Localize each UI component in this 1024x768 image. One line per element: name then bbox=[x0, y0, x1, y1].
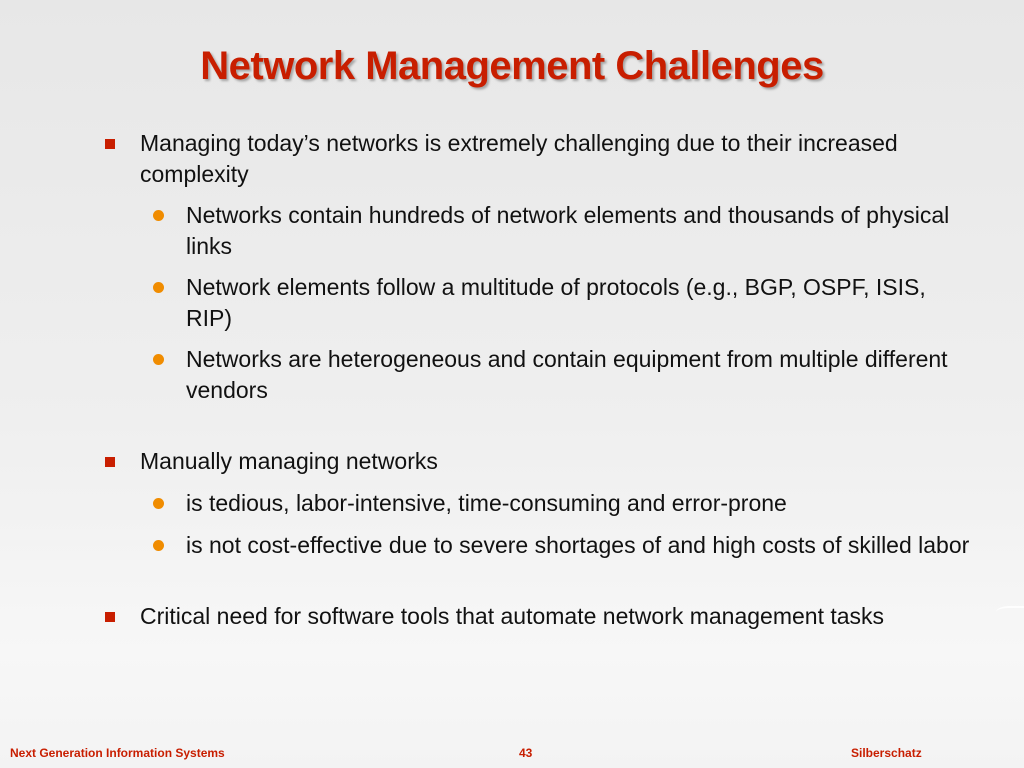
round-bullet-icon bbox=[153, 540, 164, 551]
bullet-level2: Networks are heterogeneous and contain equipment from multiple different vendors bbox=[186, 346, 948, 403]
round-bullet-icon bbox=[153, 210, 164, 221]
slide-title: Network Management Challenges bbox=[200, 44, 824, 88]
square-bullet-icon bbox=[105, 139, 115, 149]
footer-left: Next Generation Information Systems bbox=[10, 746, 225, 760]
round-bullet-icon bbox=[153, 498, 164, 509]
bullet-level2: Networks contain hundreds of network elements and thousands of physical links bbox=[186, 202, 950, 259]
footer-right: Silberschatz bbox=[851, 746, 922, 760]
decorative-swoosh bbox=[996, 606, 1024, 618]
bullet-level2: is tedious, labor-intensive, time-consuming and error-prone bbox=[186, 490, 787, 516]
square-bullet-icon bbox=[105, 457, 115, 467]
round-bullet-icon bbox=[153, 282, 164, 293]
square-bullet-icon bbox=[105, 612, 115, 622]
bullet-level2: Network elements follow a multitude of protocols (e.g., BGP, OSPF, ISIS, RIP) bbox=[186, 274, 926, 331]
page-number: 43 bbox=[519, 746, 533, 760]
bullet-level1: Managing today’s networks is extremely challenging due to their increased complexity bbox=[140, 130, 898, 187]
bullet-level2: is not cost-effective due to severe shortages of and high costs of skilled labor bbox=[186, 532, 970, 558]
bullet-level1: Critical need for software tools that automate network management tasks bbox=[140, 603, 885, 629]
round-bullet-icon bbox=[153, 354, 164, 365]
bullet-level1: Manually managing networks bbox=[140, 448, 438, 474]
